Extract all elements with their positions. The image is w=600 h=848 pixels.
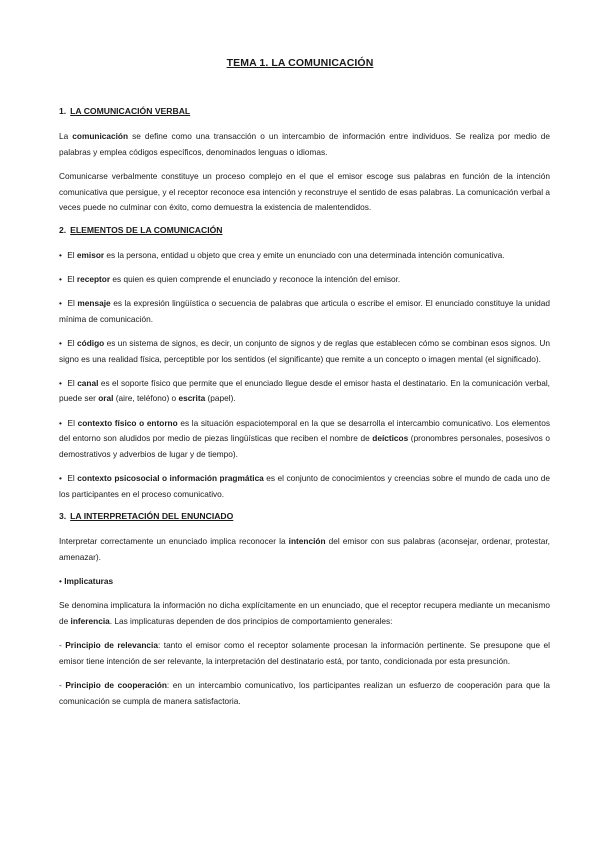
text: es el conjunto de conocimientos y creencias sobre el mundo de cada uno de los participantes en el proceso comunicativo. xyxy=(59,473,550,499)
text: La xyxy=(59,131,73,141)
text: El xyxy=(64,337,78,348)
text: El xyxy=(64,417,78,428)
bullet-icon: • xyxy=(59,473,62,484)
text: El xyxy=(64,297,78,308)
text: es la persona, entidad u objeto que crea y emite un enunciado con una determinada intención comunicativa. xyxy=(104,249,505,260)
bold-term: contexto físico o entorno xyxy=(77,417,178,428)
list-item-emisor xyxy=(59,248,550,264)
paragraph xyxy=(59,129,550,160)
bold-term: Principio de cooperación xyxy=(65,680,167,691)
bold-term: oral xyxy=(98,393,114,404)
bullet-icon: • xyxy=(59,337,62,348)
text: (papel). xyxy=(205,393,236,404)
section-number: 1. xyxy=(59,106,67,116)
paragraph xyxy=(59,638,550,669)
list-item-codigo xyxy=(59,336,550,367)
bold-term: canal xyxy=(77,377,99,388)
text: . Las implicaturas dependen de dos principios de comportamiento generales: xyxy=(109,615,393,626)
section-title: ELEMENTOS DE LA COMUNICACIÓN xyxy=(70,224,223,235)
text: El xyxy=(64,249,77,260)
text: El xyxy=(64,473,78,484)
list-item-psicosocial xyxy=(59,471,550,502)
subheading-implicaturas xyxy=(59,574,550,590)
bold-term: intención xyxy=(288,536,326,547)
bullet-icon: • xyxy=(59,249,62,260)
text: - xyxy=(59,640,66,651)
bold-term: deícticos xyxy=(372,433,409,444)
text: se define como una transacción o un intercambio de información entre individuos. Se realiza por medio de palabras y emplea códigos específicos, denominados lenguas o idiomas. xyxy=(59,131,550,157)
document-body xyxy=(59,106,550,718)
paragraph xyxy=(59,598,550,629)
section-3-heading xyxy=(59,511,550,521)
text: es la expresión lingüística o secuencia de palabras que articula o escribe el emisor. El enunciado constituye la unidad mínima de comunicación. xyxy=(59,297,550,324)
paragraph xyxy=(59,678,550,709)
text: El xyxy=(64,377,78,388)
document-title: TEMA 1. LA COMUNICACIÓN xyxy=(226,57,374,69)
text: es quien es quien comprende el enunciado y reconoce la intención del emisor. xyxy=(110,273,401,284)
bold-term: escrita xyxy=(178,393,206,404)
section-number: 2. xyxy=(59,224,67,235)
text: es un sistema de signos, es decir, un conjunto de signos y de reglas que establecen cómo se combinan esos signos. Un signo es una realidad física, perceptible por los sentidos (el significante) que remite a un concepto o imagen mental (el significado). xyxy=(59,337,550,364)
text: : en un intercambio comunicativo, los participantes realizan un esfuerzo de cooperación para que la comunicación se cumpla de manera satisfactoria. xyxy=(59,680,550,706)
bullet-icon: • xyxy=(59,377,62,388)
section-title: LA INTERPRETACIÓN DEL ENUNCIADO xyxy=(70,511,234,522)
list-item-receptor xyxy=(59,272,550,288)
bold-term: comunicación xyxy=(72,131,129,141)
text: : tanto el emisor como el receptor solamente procesan la información pertinente. Se presupone que el emisor tiene intención de ser relevante, la interpretación del destinatario está, por tanto, condicionada por esta presunción. xyxy=(59,640,551,666)
list-item-canal xyxy=(59,376,550,407)
text: es el soporte físico que permite que el enunciado llegue desde el emisor hasta el destinatario. En la comunicación verbal, puede ser xyxy=(59,377,550,404)
bold-term: código xyxy=(77,337,105,348)
text: El xyxy=(64,273,77,284)
bold-term: inferencia xyxy=(70,615,110,626)
bullet-icon: • xyxy=(59,576,62,587)
section-1-heading xyxy=(59,106,550,116)
text: Interpretar correctamente un enunciado implica reconocer la xyxy=(59,536,289,547)
subheading-label: Implicaturas xyxy=(61,576,114,587)
bold-term: receptor xyxy=(76,273,111,284)
paragraph xyxy=(59,534,550,565)
list-item-contexto xyxy=(59,416,550,463)
bold-term: mensaje xyxy=(77,297,111,308)
text: (aire, teléfono) o xyxy=(113,393,179,404)
bold-term: contexto psicosocial o información pragmática xyxy=(77,473,264,484)
bold-term: Principio de relevancia xyxy=(65,640,158,651)
section-number: 3. xyxy=(59,511,67,522)
text: del emisor con sus palabras (aconsejar, ordenar, protestar, amenazar). xyxy=(59,536,550,562)
paragraph: Comunicarse verbalmente constituye un proceso complejo en el que el emisor escoge sus palabras en función de la intención comunicativa que persigue, y el receptor reconoce esa intención y reconstruye el sentido de esas palabras. La comunicación verbal a veces puede no culminar con éxito, como demuestra la existencia de malentendidos. xyxy=(59,170,550,213)
bullet-icon: • xyxy=(59,417,62,428)
text: (pronombres personales, posesivos o demostrativos y adverbios de lugar y de tiempo). xyxy=(59,433,550,460)
list-item-mensaje xyxy=(59,296,550,327)
section-title: LA COMUNICACIÓN VERBAL xyxy=(70,106,191,116)
text: es la situación espaciotemporal en la que se desarrolla el intercambio comunicativo. Los elementos del entorno son aludidos por medio de piezas lingüísticas que reciben el nombre de xyxy=(59,417,550,444)
section-2-heading xyxy=(59,225,550,235)
text: - xyxy=(59,680,66,691)
bold-term: emisor xyxy=(76,249,105,260)
bullet-icon: • xyxy=(59,273,62,284)
text: Se denomina implicatura la información no dicha explícitamente en un enunciado, que el receptor recupera mediante un mecanismo de xyxy=(59,600,550,626)
bullet-icon: • xyxy=(59,297,62,308)
